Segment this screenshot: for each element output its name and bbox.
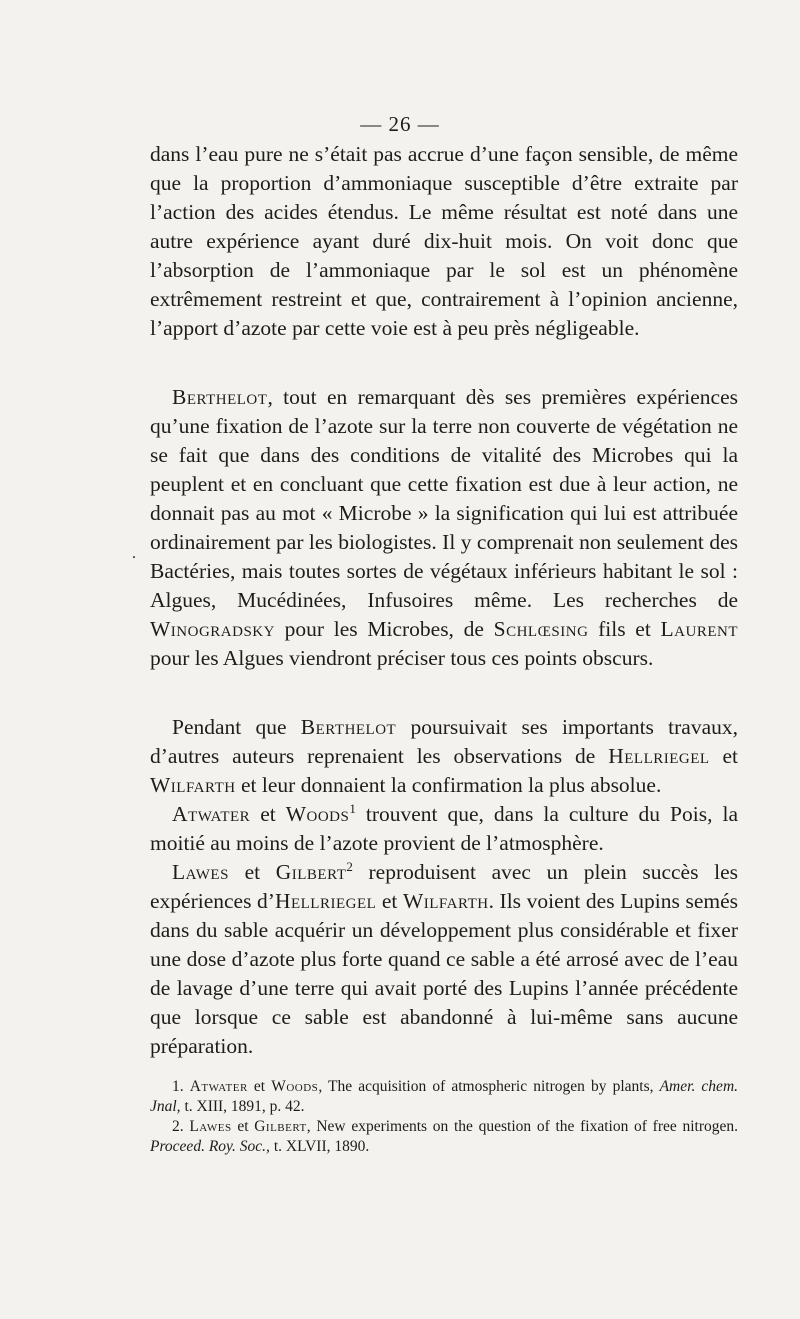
paragraph-3 — [150, 713, 738, 800]
footnote-number: 1. — [172, 1078, 184, 1095]
paragraph-1: dans l’eau pure ne s’était pas accrue d’une façon sensible, de même que la proportion d’ammoniaque susceptible d’être extraite par l’action des acides étendus. Le même résultat est noté dans une autre expérience ayant duré dix-huit mois. On voit donc que l’absorption de l’ammoniaque par le sol est un phénomène extrêmement restreint et que, contrairement à l’opinion ancienne, l’apport d’azote par cette voie est à peu près négligeable. — [150, 142, 738, 340]
paragraph-2 — [150, 383, 738, 673]
footnote-2 — [150, 1117, 738, 1157]
paragraph-2-text-b: pour les Microbes, de — [274, 617, 494, 641]
paragraph-4-text-b: trouvent que, dans la culture du Pois, la moitié au moins de l’azote provient de l’atmosphère. — [150, 802, 738, 855]
footnote-conjunction: et — [231, 1118, 255, 1135]
paragraph-5 — [150, 858, 738, 1061]
paragraph-5-text-b: reproduisent avec un plein succès les expériences d’ — [150, 860, 738, 913]
footnote-reference: t. XIII, 1891, p. 42. — [180, 1098, 305, 1115]
footnote-1 — [150, 1077, 738, 1117]
footnote-author: Lawes — [189, 1118, 232, 1135]
footnote-ref-2[interactable]: 2 — [346, 859, 353, 874]
footnote-reference: t. XLVII, 1890. — [269, 1138, 370, 1155]
paragraph-4 — [150, 800, 738, 858]
page-number: — 26 — — [360, 112, 440, 136]
author-hellriegel: Hellriegel — [274, 889, 377, 913]
author-laurent: Laurent — [660, 617, 738, 641]
margin-mark: . — [132, 545, 136, 562]
footnote-journal: Proceed. Roy. Soc., — [150, 1138, 270, 1155]
author-berthelot: Berthelot — [172, 385, 268, 409]
footnote-number: 2. — [172, 1118, 184, 1135]
author-woods: Woods — [285, 802, 350, 826]
paragraph-5-text-c: et — [376, 889, 403, 913]
author-wilfarth: Wilfarth — [402, 889, 489, 913]
footnote-author: Atwater — [189, 1078, 248, 1095]
paragraph-group-confirmation — [150, 713, 738, 1061]
paragraph-continued — [150, 140, 738, 343]
footnote-conjunction: et — [247, 1078, 272, 1095]
paragraph-2-text-a: , tout en remarquant dès ses premières expériences qu’une fixation de l’azote sur la terre non couverte de végétation ne se fait que dans des conditions de vitalité des Microbes qui la peuplent et en concluant que cette fixation est due à leur action, ne donnait pas au mot « Microbe » la signification qui lui est attribuée ordinairement par les biologistes. Il y comprenait non seulement des Bactéries, mais toutes sortes de végétaux inférieurs habitant le sol : Algues, Mucédinées, Infusoires même. Les recherches de — [150, 385, 738, 612]
paragraph-3-text-d: et leur donnaient la confirmation la plus absolue. — [235, 773, 662, 797]
footnote-title: , The acquisition of atmospheric nitrogen by plants, — [318, 1078, 660, 1095]
paragraph-3-text-a: Pendant que — [172, 715, 301, 739]
footnote-author: Woods — [271, 1078, 319, 1095]
footnote-title: , New experiments on the question of the fixation of free nitrogen. — [306, 1118, 739, 1135]
author-berthelot: Berthelot — [300, 715, 397, 739]
author-lawes: Lawes — [172, 860, 229, 884]
paragraph-2-text-c: fils et — [588, 617, 661, 641]
footnote-ref-1[interactable]: 1 — [349, 801, 356, 816]
author-winogradsky: Winogradsky — [150, 617, 275, 641]
paragraph-5-text-a: et — [228, 860, 276, 884]
author-wilfarth: Wilfarth — [150, 773, 236, 797]
paragraph-5-text-d: . Ils voient des Lupins semés dans du sable acquérir un développement plus considérable et fixer une dose d’azote plus forte quand ce sable a été arrosé avec de l’eau de lavage d’une terre qui avait porté des Lupins l’année précédente que lorsque ce sable est abandonné à lui-même sans aucune préparation. — [150, 889, 738, 1058]
paragraph-berthelot — [150, 383, 738, 673]
footnotes — [150, 1077, 738, 1157]
paragraph-3-text-b: poursuivait ses importants travaux, d’autres auteurs reprenaient les observations de — [150, 715, 739, 768]
author-schloesing: Schlœsing — [493, 617, 589, 641]
paragraph-2-text-d: pour les Algues viendront préciser tous ces points obscurs. — [150, 646, 654, 670]
footnote-journal: Amer. chem. Jnal, — [150, 1078, 739, 1115]
paragraph-4-text-a: et — [250, 802, 286, 826]
author-hellriegel: Hellriegel — [608, 744, 710, 768]
paragraph-3-text-c: et — [709, 744, 738, 768]
footnote-author: Gilbert — [254, 1118, 307, 1135]
author-gilbert: Gilbert — [275, 860, 347, 884]
author-atwater: Atwater — [172, 802, 251, 826]
